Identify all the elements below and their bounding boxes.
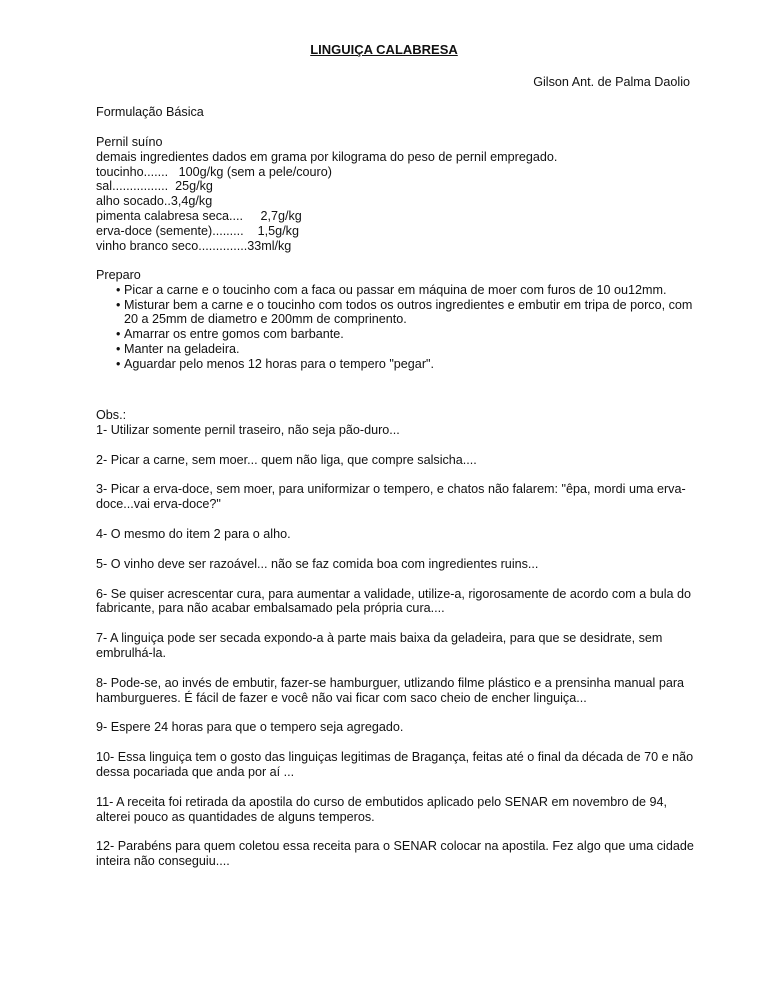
bullet-icon: •	[116, 282, 121, 297]
obs-item: 7- A linguiça pode ser secada expondo-a à parte mais baixa da geladeira, para que se desidrate, sem embrulhá-la.	[96, 631, 663, 660]
ingredient-line: vinho branco seco..............33ml/kg	[96, 238, 292, 253]
obs-item: 2- Picar a carne, sem moer... quem não liga, que compre salsicha....	[96, 452, 477, 467]
obs-item: 12- Parabéns para quem coletou essa receita para o SENAR colocar na apostila. Fez algo que uma cidade inteira não conseguiu....	[96, 839, 694, 869]
preparo-step-text: Misturar bem a carne e o toucinho com todos os outros ingredientes e embutir em tripa de porco, com 20 a 25mm de diametro e 200mm de comprinento.	[124, 297, 693, 327]
obs-item: 3- Picar a erva-doce, sem moer, para uniformizar o tempero, e chatos não falarem: "êpa, mordi uma erva-doce...vai erva-doce?"	[96, 482, 686, 512]
ingredient-line: toucinho....... 100g/kg (sem a pele/couro)	[96, 164, 332, 179]
ingredients-section	[96, 135, 696, 253]
preparo-step-text: Amarrar os entre gomos com barbante.	[124, 327, 344, 342]
ingredient-line: alho socado..3,4g/kg	[96, 194, 213, 209]
bullet-icon: •	[116, 356, 121, 371]
obs-item: 8- Pode-se, ao invés de embutir, fazer-se hamburguer, utlizando filme plástico e a prensinha manual para hamburgueres. É fácil de fazer e você não vai ficar com saco cheio de encher linguiça...	[96, 675, 685, 705]
list-item	[96, 342, 696, 357]
preparo-step-text: Picar a carne e o toucinho com a faca ou passar em máquina de moer com furos de 10 ou12mm.	[124, 282, 667, 297]
ingredient-line: erva-doce (semente)......... 1,5g/kg	[96, 223, 299, 238]
formulacao-heading: Formulação Básica	[96, 105, 204, 119]
bullet-icon: •	[116, 327, 121, 342]
ingredient-line: sal................ 25g/kg	[96, 179, 213, 194]
obs-item: 4- O mesmo do item 2 para o alho.	[96, 526, 291, 541]
ingredients-intro-line: Pernil suíno	[96, 135, 163, 149]
preparo-step-text: Aguardar pelo menos 12 horas para o tempero "pegar".	[124, 356, 434, 371]
obs-heading: Obs.:	[96, 408, 127, 422]
obs-item: 10- Essa linguiça tem o gosto das linguiças legitimas de Bragança, feitas até o final da década de 70 e não dessa pocariada que anda por aí ...	[96, 750, 694, 779]
document-title: LINGUIÇA CALABRESA	[310, 42, 458, 57]
obs-item: 1- Utilizar somente pernil traseiro, não seja pão-duro...	[96, 422, 400, 437]
obs-section	[96, 408, 696, 869]
bullet-icon: •	[116, 297, 121, 312]
list-item	[96, 357, 696, 372]
preparo-step-text: Manter na geladeira.	[124, 341, 240, 356]
obs-item: 11- A receita foi retirada da apostila do curso de embutidos aplicado pelo SENAR em novembro de 94, alterei pouco as quantidades de alguns temperos.	[96, 794, 668, 824]
list-item	[96, 283, 696, 298]
bullet-icon: •	[116, 341, 121, 356]
list-item	[96, 298, 696, 328]
preparo-list	[96, 283, 696, 372]
ingredients-intro-line: demais ingredientes dados em grama por kilograma do peso de pernil empregado.	[96, 149, 558, 164]
obs-item: 5- O vinho deve ser razoável... não se faz comida boa com ingredientes ruins...	[96, 556, 539, 571]
ingredient-line: pimenta calabresa seca.... 2,7g/kg	[96, 208, 302, 223]
obs-item: 9- Espere 24 horas para que o tempero seja agregado.	[96, 720, 404, 735]
preparo-heading: Preparo	[96, 268, 141, 282]
author-name: Gilson Ant. de Palma Daolio	[533, 75, 690, 89]
list-item	[96, 327, 696, 342]
preparo-section	[96, 268, 696, 372]
obs-item: 6- Se quiser acrescentar cura, para aumentar a validade, utilize-a, rigorosamente de acordo com a bula do fabricante, para não acabar embalsamado pela própria cura....	[96, 586, 692, 616]
